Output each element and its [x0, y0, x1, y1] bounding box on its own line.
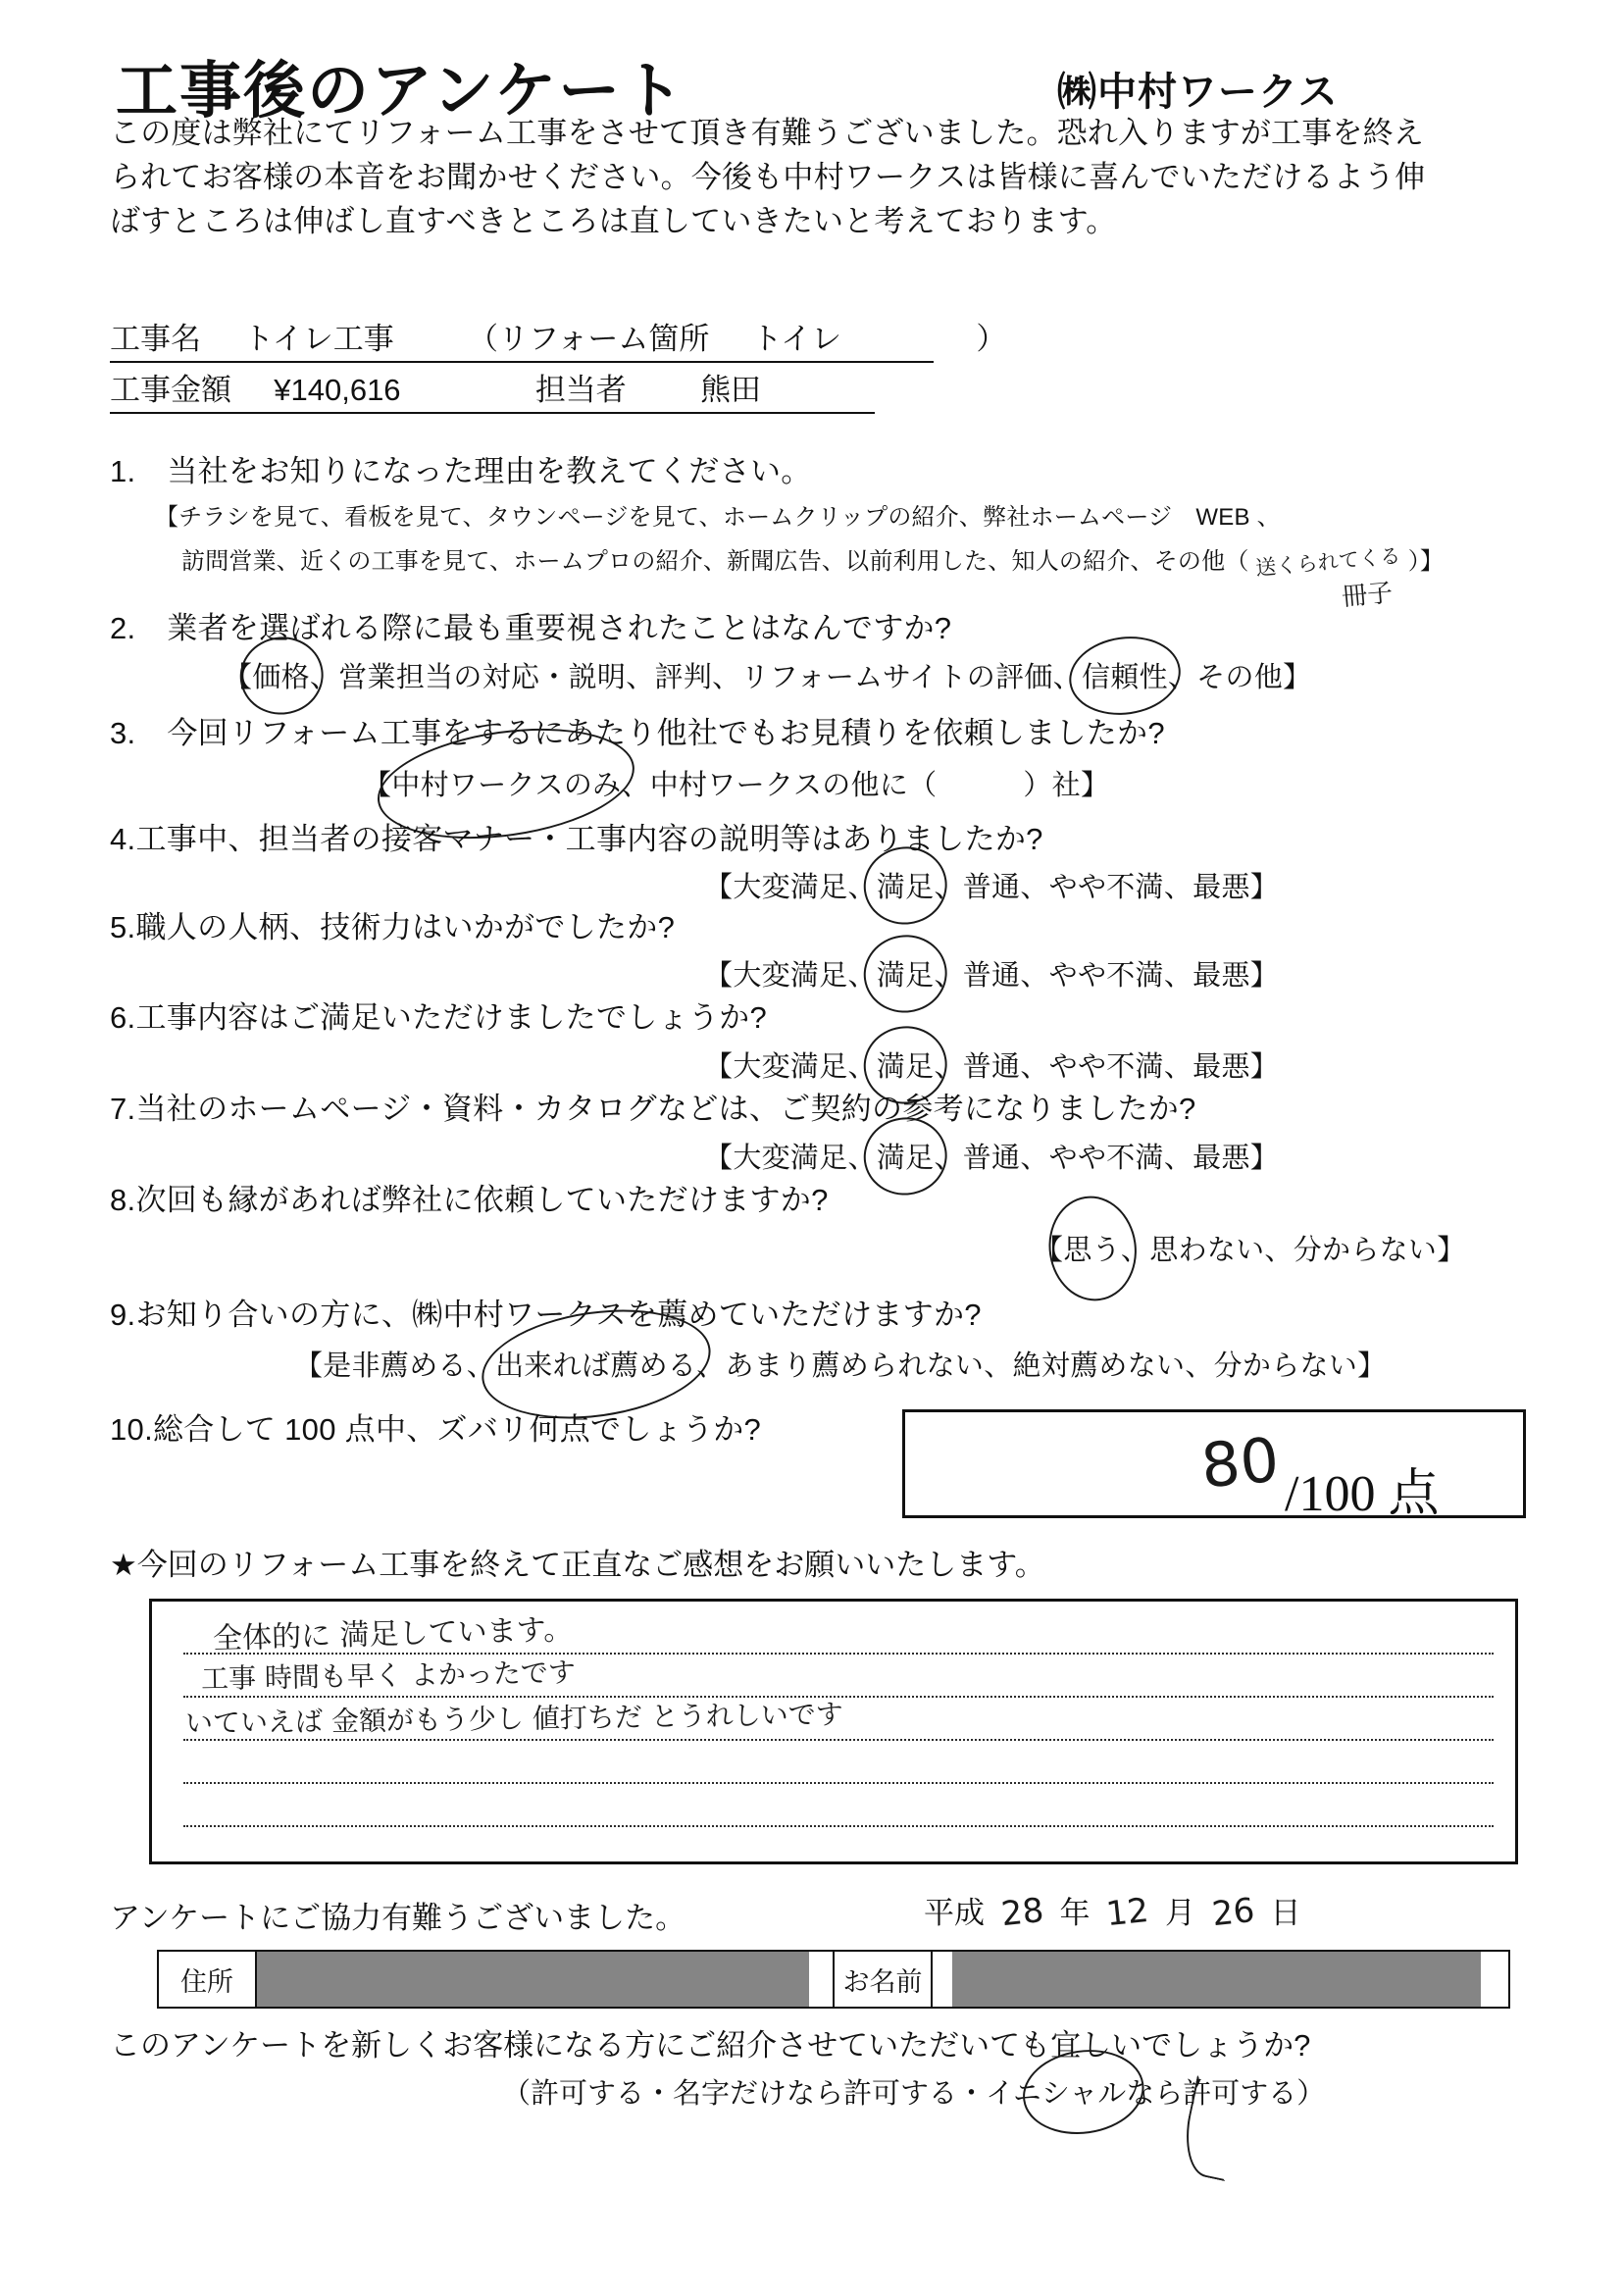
question-2-text: 業者を選ばれる際に最も重要視されたことはなんですか?	[167, 611, 952, 645]
cost-value: ¥140,616	[274, 373, 401, 407]
month-label: 月	[1165, 1896, 1196, 1930]
question-8	[110, 1175, 829, 1219]
option-satisfied-circled[interactable]: 満足	[877, 1136, 935, 1176]
question-6-options[interactable]	[704, 1045, 1279, 1085]
bracket-open: 【	[704, 960, 734, 992]
comment-rule-3	[183, 1739, 1494, 1741]
project-location-value: トイレ	[751, 322, 842, 356]
intro-line-1: この度は弊社にてリフォーム工事をさせて頂き有難うございました。恐れ入りますが工事を終え	[110, 116, 1425, 150]
question-8-number: 8.	[110, 1183, 136, 1217]
question-8-text: 次回も縁があれば弊社に依頼していただけますか?	[135, 1183, 829, 1217]
question-1-options-line-2-close: ）】	[1407, 548, 1445, 575]
year-label: 年	[1059, 1896, 1091, 1930]
page-title: 工事後のアンケート	[116, 57, 686, 126]
option-yes-circled[interactable]: 思う	[1063, 1228, 1121, 1268]
bracket-open: 【	[363, 770, 392, 801]
question-9-options-start[interactable]: 【是非薦める、	[294, 1350, 496, 1382]
question-8-options-rest[interactable]: 、思わない、分からない】	[1120, 1235, 1466, 1266]
project-name-field	[110, 314, 1007, 363]
bracket-open: 【	[704, 1143, 734, 1174]
bracket-open: 【	[1035, 1235, 1064, 1266]
question-1-text: 当社をお知りになった理由を教えてください。	[167, 454, 812, 488]
bracket-open: 【	[704, 872, 734, 903]
referral-options-start[interactable]: （許可する・名字だけなら許可する・イニ	[502, 2078, 1041, 2110]
option-initials-circled[interactable]: シャル	[1041, 2071, 1126, 2112]
question-3-options-rest: 、中村ワークスの他に（ ）社】	[621, 770, 1110, 801]
option-satisfied-circled[interactable]: 満足	[877, 1045, 935, 1085]
question-5-options-rest[interactable]: 、普通、やや不満、最悪】	[934, 960, 1280, 992]
question-1-options-line-1[interactable]: 【チラシを見て、看板を見て、タウンページを見て、ホームクリップの紹介、弊社ホームページ WEB 、	[155, 504, 1281, 531]
thanks-text: アンケートにご協力有難うございました。	[110, 1901, 686, 1935]
question-3	[110, 708, 1165, 752]
question-7	[110, 1084, 1196, 1128]
question-6-text: 工事内容はご満足いただけましたでしょうか?	[135, 1000, 768, 1035]
question-9-options-rest[interactable]: 、あまり薦められない、絶対薦めない、分からない】	[696, 1350, 1387, 1382]
comment-box[interactable]	[149, 1599, 1518, 1864]
option-very-satisfied[interactable]: 大変満足、	[733, 960, 877, 992]
question-4-options-rest[interactable]: 、普通、やや不満、最悪】	[934, 872, 1280, 903]
bracket-open: 【	[224, 662, 253, 693]
question-3-text: 今回リフォーム工事をするにあたり他社でもお見積りを依頼しましたか?	[167, 716, 1165, 750]
question-10	[110, 1404, 761, 1449]
question-1-handwritten-other: 送くられてくる	[1254, 543, 1402, 581]
intro-paragraph	[110, 111, 1530, 243]
staff-value: 熊田	[700, 373, 762, 407]
score-unit-label: /100 点	[1285, 1466, 1440, 1522]
option-very-satisfied[interactable]: 大変満足、	[733, 1051, 877, 1083]
question-5-text: 職人の人柄、技術力はいかがでしたか?	[135, 910, 676, 944]
name-label: お名前	[835, 1952, 933, 2007]
date-month-value: 12	[1104, 1890, 1151, 1935]
question-5-number: 5.	[110, 910, 136, 944]
identity-table	[157, 1950, 1510, 2009]
question-5	[110, 902, 675, 946]
question-8-options[interactable]	[1035, 1228, 1466, 1268]
question-7-options[interactable]	[704, 1136, 1279, 1176]
question-7-options-rest[interactable]: 、普通、やや不満、最悪】	[934, 1143, 1280, 1174]
option-price-circled[interactable]: 価格	[252, 655, 310, 695]
day-label: 日	[1270, 1896, 1301, 1930]
intro-line-3: ばすところは伸ばし直すべきところは直していきたいと考えております。	[110, 204, 1117, 238]
comment-rule-5	[183, 1825, 1494, 1827]
project-name-value: トイレ工事	[243, 322, 394, 356]
date-line	[924, 1888, 1301, 1935]
intro-line-2: られてお客様の本音をお聞かせください。今後も中村ワークスは皆様に喜んでいただけるよう伸	[110, 160, 1426, 194]
project-cost-field	[110, 365, 875, 414]
question-7-text: 当社のホームページ・資料・カタログなどは、ご契約の参考になりましたか?	[135, 1092, 1196, 1126]
question-2-options-middle: 、営業担当の対応・説明、評判、リフォームサイトの評価、	[309, 662, 1082, 693]
question-2	[110, 603, 951, 647]
question-9	[110, 1290, 982, 1334]
comment-line-1: 全体的に 満足しています。	[212, 1612, 574, 1656]
date-day-value: 26	[1209, 1890, 1256, 1935]
cost-label: 工事金額	[110, 373, 231, 407]
name-redaction	[952, 1952, 1481, 2007]
question-7-number: 7.	[110, 1092, 136, 1126]
question-9-text: お知り合いの方に、㈱中村ワークスを薦めていただけますか?	[135, 1298, 982, 1332]
referral-question: このアンケートを新しくお客様になる方にご紹介させていただいても宜しいでしょうか?	[110, 2028, 1311, 2063]
option-nakamura-only-circled[interactable]: 中村ワークスのみ	[391, 763, 621, 803]
comment-rule-4	[183, 1782, 1494, 1784]
comment-prompt: ★今回のリフォーム工事を終えて正直なご感想をお願いいたします。	[110, 1548, 1045, 1582]
question-3-options[interactable]	[363, 763, 1109, 803]
era-label: 平成	[924, 1896, 985, 1930]
option-satisfied-circled[interactable]: 満足	[877, 865, 935, 905]
question-1-options-line-2-text: 訪問営業、近くの工事を見て、ホームプロの紹介、新聞広告、以前利用した、知人の紹介、その他（	[181, 548, 1249, 575]
question-3-number: 3.	[110, 716, 136, 750]
question-4-number: 4.	[110, 822, 136, 856]
option-trust-circled[interactable]: 信頼性	[1082, 655, 1168, 695]
question-6	[110, 993, 767, 1037]
question-9-options[interactable]	[294, 1344, 1386, 1384]
address-label: 住所	[159, 1952, 257, 2007]
address-value-cell[interactable]	[257, 1952, 835, 2007]
question-5-options[interactable]	[704, 953, 1279, 994]
project-name-label: 工事名	[110, 322, 201, 356]
question-4-options[interactable]	[704, 865, 1279, 905]
comment-line-3: いていえば 金額がもう少し 値打ちだ とうれしいです	[184, 1698, 843, 1740]
date-year-value: 28	[998, 1890, 1045, 1935]
name-value-cell[interactable]	[933, 1952, 1508, 2007]
question-2-options-end: 、その他】	[1167, 662, 1312, 693]
project-location-open: （リフォーム箇所	[467, 322, 710, 356]
question-4-text: 工事中、担当者の接客マナー・工事内容の説明等はありましたか?	[135, 822, 1043, 856]
option-satisfied-circled[interactable]: 満足	[877, 953, 935, 994]
score-value-handwritten: 80	[1197, 1423, 1282, 1503]
option-very-satisfied[interactable]: 大変満足、	[733, 1143, 877, 1174]
question-10-number: 10.	[110, 1412, 153, 1447]
question-2-number: 2.	[110, 611, 136, 645]
option-very-satisfied[interactable]: 大変満足、	[733, 872, 877, 903]
bracket-open: 【	[704, 1051, 734, 1083]
comment-line-2: 工事 時間も早く よかったです	[200, 1656, 577, 1696]
question-4	[110, 814, 1043, 858]
referral-options-end[interactable]: なら許可する）	[1126, 2078, 1326, 2110]
question-1-handwritten-note: 冊子	[1341, 578, 1395, 613]
staff-label: 担当者	[534, 373, 627, 407]
question-6-number: 6.	[110, 1000, 136, 1035]
question-2-options[interactable]	[224, 655, 1311, 695]
question-1-number: 1.	[110, 454, 136, 488]
question-1-options-line-2[interactable]	[181, 541, 1445, 581]
question-10-text: 総合して 100 点中、ズバリ何点でしょうか?	[153, 1412, 762, 1447]
question-6-options-rest[interactable]: 、普通、やや不満、最悪】	[934, 1051, 1280, 1083]
project-location-close: ）	[976, 322, 1007, 356]
question-1	[110, 446, 812, 490]
address-redaction	[257, 1952, 809, 2007]
company-name: ㈱中村ワークス	[1057, 71, 1339, 114]
question-9-number: 9.	[110, 1298, 136, 1332]
option-recommend-if-possible-circled[interactable]: 出来れば薦める	[495, 1344, 696, 1384]
